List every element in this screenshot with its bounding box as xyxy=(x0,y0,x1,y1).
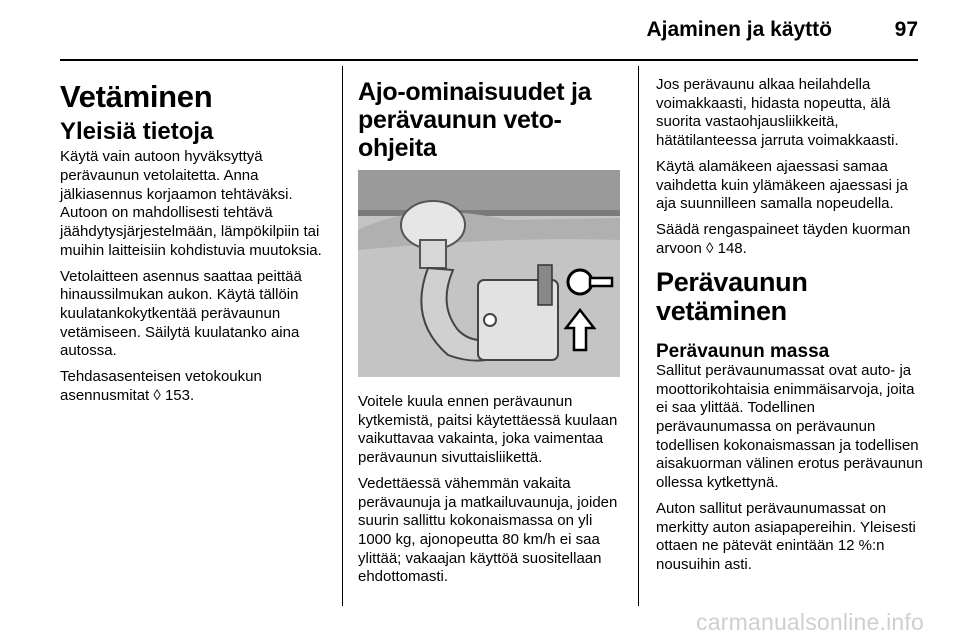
paragraph: Jos perävaunu alkaa heilahdella voimakkaasti, hidasta nopeutta, älä suorita vastaohjausliikkeitä, hätätilanteessa jarruta voimakkaasti. xyxy=(656,76,899,150)
paragraph: Voitele kuula ennen perävaunun kytkemistä, paitsi käytettäessä kuulaan vaikuttavaa vakainta, joka vaimentaa perävaunun sivuttaisliikettä. xyxy=(358,393,618,467)
watermark: carmanualsonline.info xyxy=(696,609,924,635)
paragraph: Käytä alamäkeen ajaessasi samaa vaihdetta kuin ylämäkeen ajaessasi ja aja suunnilleen samalla nopeudella. xyxy=(656,157,908,213)
subsection-title-trailer-mass: Perävaunun massa xyxy=(656,340,830,362)
header-rule xyxy=(60,59,918,61)
tow-hitch-illustration xyxy=(358,170,620,377)
paragraph: Vedettäessä vähemmän vakaita perävaunuja ja matkailuvaunuja, joiden suurin sallittu kokonaismassa on yli 1000 kg, ajonopeutta 80 km/h ei saa ylittää; vakaajan käyttöä suositellaan ehdottomasti. xyxy=(358,474,618,586)
tow-hitch-icon xyxy=(358,170,620,377)
column-2 xyxy=(358,66,626,594)
section-title-driving-tips: Ajo-ominaisuudet ja perävaunun veto-ohjeita xyxy=(358,78,592,162)
column-3 xyxy=(656,66,928,582)
paragraph: Auton sallitut perävaunumassat on merkitty auton asiapapereihin. Yleisesti ottaen ne pätevät enintään 12 %:n nousuihin asti. xyxy=(656,499,916,573)
paragraph: Säädä rengaspaineet täyden kuorman arvoon ◊ 148. xyxy=(656,220,911,257)
column-divider-2 xyxy=(638,66,639,606)
paragraph: Sallitut perävaunumassat ovat auto- ja moottorikohtaisia enimmäisarvoja, joita ei saa ylittää. Todellinen perävaunumassa on perävaunun todellisen kokonaismassan ja todellisen aisakuorman välinen erotus perävaunun ollessa kytkettynä. xyxy=(656,361,923,492)
paragraph: Käytä vain autoon hyväksyttyä perävaunun vetolaitetta. Anna jälkiasennus korjaamon tehtäväksi. Autoon on mahdollisesti tehtävä jäähdytysjärjestelmään, lämpökilpiin tai muihin laitteisiin kohdistuvia muutoksia. xyxy=(60,148,322,259)
header-title: Ajaminen ja käyttö xyxy=(646,18,832,41)
paragraph: Vetolaitteen asennus saattaa peittää hinaussilmukan aukon. Käytä tällöin kuulatankokytkentää perävaunun vetämiseen. Säilytä kuulatanko aina autossa. xyxy=(60,267,302,360)
column-divider-1 xyxy=(342,66,343,606)
subsection-title-general: Yleisiä tietoja xyxy=(60,118,214,146)
paragraph: Tehdasasenteisen vetokoukun asennusmitat ◊ 153. xyxy=(60,368,262,404)
column-1 xyxy=(60,66,330,412)
page-number: 97 xyxy=(894,18,918,41)
section-title-towing: Vetäminen xyxy=(60,79,213,114)
section-title-trailer-towing: Perävaunun vetäminen xyxy=(656,267,808,327)
